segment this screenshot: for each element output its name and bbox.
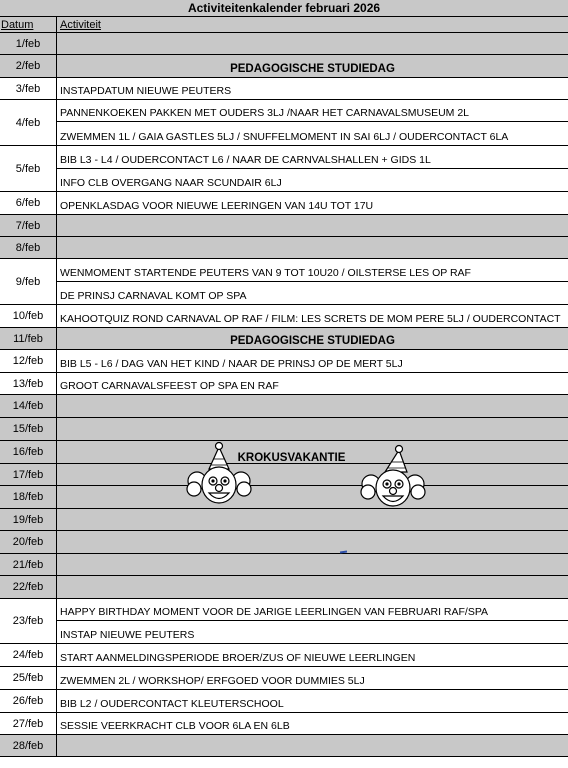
table-row [0,146,568,192]
studiedag-label: PEDAGOGISCHE STUDIEDAG [57,328,568,349]
table-row [0,395,568,418]
table-row [0,599,568,644]
table-row [0,33,568,55]
activity-cell[interactable] [57,78,568,99]
table-row [0,576,568,599]
date-cell[interactable]: 7/feb [0,215,57,236]
date-cell[interactable]: 5/feb [0,146,57,191]
date-cell[interactable]: 16/feb [0,441,57,463]
date-cell[interactable]: 2/feb [0,55,57,77]
activity-cell[interactable] [57,531,568,553]
table-row [0,305,568,328]
date-cell[interactable]: 17/feb [0,464,57,485]
date-cell[interactable]: 4/feb [0,100,57,145]
table-row [0,259,568,305]
activity-text: ZWEMMEN 1L / GAIA GASTLES 5LJ / SNUFFELMOMENT IN SAI 6LJ / OUDERCONTACT 6LA [57,122,568,145]
activity-text: INSTAP NIEUWE PEUTERS [57,621,568,643]
date-cell[interactable]: 19/feb [0,509,57,530]
activity-cell[interactable] [57,690,568,712]
date-cell[interactable]: 27/feb [0,713,57,734]
table-row [0,644,568,667]
table-row [0,531,568,554]
activity-text: BIB L5 - L6 / DAG VAN HET KIND / NAAR DE PRINSJ OP DE MERT 5LJ [57,350,568,372]
table-row [0,55,568,78]
table-row [0,735,568,757]
activity-cell[interactable] [57,373,568,394]
date-cell[interactable]: 6/feb [0,192,57,214]
activity-cell[interactable] [57,395,568,417]
activity-cell[interactable] [57,237,568,258]
table-row [0,100,568,146]
table-row [0,215,568,237]
activity-text: BIB L2 / OUDERCONTACT KLEUTERSCHOOL [57,690,568,712]
table-row [0,350,568,373]
date-cell[interactable]: 28/feb [0,735,57,756]
activity-cell[interactable] [57,644,568,666]
activity-text: WENMOMENT STARTENDE PEUTERS VAN 9 TOT 10U20 / OILSTERSE LES OP RAF [57,259,568,282]
studiedag-label: PEDAGOGISCHE STUDIEDAG [57,55,568,77]
table-row [0,441,568,464]
activity-text: INSTAPDATUM NIEUWE PEUTERS [57,78,568,99]
activity-cell[interactable] [57,259,568,304]
activity-text: KAHOOTQUIZ ROND CARNAVAL OP RAF / FILM: LES SCRETS DE MOM PERE 5LJ / OUDERCONTACT [57,305,568,327]
activity-cell[interactable] [57,215,568,236]
date-cell[interactable]: 25/feb [0,667,57,689]
activity-text: START AANMELDINGSPERIODE BROER/ZUS OF NIEUWE LEERLINGEN [57,644,568,666]
activity-cell[interactable] [57,305,568,327]
calendar-title: Activiteitenkalender februari 2026 [0,0,568,17]
activity-cell[interactable] [57,55,568,77]
activity-cell[interactable] [57,509,568,530]
activity-cell[interactable] [57,192,568,214]
activity-cell[interactable] [57,441,568,463]
date-cell[interactable]: 13/feb [0,373,57,394]
table-row [0,78,568,100]
vacation-label: KROKUSVAKANTIE [237,452,346,464]
date-cell[interactable]: 24/feb [0,644,57,666]
table-row [0,328,568,350]
table-row [0,667,568,690]
activity-text: BIB L3 - L4 / OUDERCONTACT L6 / NAAR DE CARNVALSHALLEN + GIDS 1L [57,146,568,169]
activity-cell[interactable] [57,486,568,508]
activity-cell[interactable] [57,667,568,689]
activity-cell[interactable] [57,735,568,756]
table-row [0,554,568,576]
table-row [0,509,568,531]
date-cell[interactable]: 11/feb [0,328,57,349]
activity-cell[interactable] [57,576,568,598]
date-cell[interactable]: 10/feb [0,305,57,327]
activity-cell[interactable] [57,464,568,485]
activity-cell[interactable] [57,599,568,643]
activity-cell[interactable] [57,33,568,54]
table-row [0,464,568,486]
activity-text: PANNENKOEKEN PAKKEN MET OUDERS 3LJ /NAAR HET CARNAVALSMUSEUM 2L [57,100,568,122]
activity-text: HAPPY BIRTHDAY MOMENT VOOR DE JARIGE LEERLINGEN VAN FEBRUARI RAF/SPA [57,599,568,621]
table-row [0,192,568,215]
date-cell[interactable]: 26/feb [0,690,57,712]
date-cell[interactable]: 8/feb [0,237,57,258]
clown-icon [183,441,255,513]
activity-cell[interactable] [57,100,568,145]
date-cell[interactable]: 22/feb [0,576,57,598]
activity-cell[interactable] [57,713,568,734]
header-activity[interactable]: Activiteit [57,17,568,33]
activity-text: SESSIE VEERKRACHT CLB VOOR 6LA EN 6LB [57,713,568,734]
date-cell[interactable]: 12/feb [0,350,57,372]
table-row [0,486,568,509]
activity-text: DE PRINSJ CARNAVAL KOMT OP SPA [57,282,568,304]
activity-cell[interactable] [57,554,568,575]
date-cell[interactable]: 23/feb [0,599,57,643]
header-date[interactable]: Datum [0,17,57,33]
table-row [0,373,568,395]
table-row [0,690,568,713]
date-cell[interactable]: 14/feb [0,395,57,417]
activity-text: ZWEMMEN 2L / WORKSHOP/ ERFGOED VOOR DUMMIES 5LJ [57,667,568,689]
activity-cell[interactable] [57,418,568,440]
activity-cell[interactable] [57,328,568,349]
activity-text: INFO CLB OVERGANG NAAR SCUNDAIR 6LJ [57,169,568,191]
date-cell[interactable]: 18/feb [0,486,57,508]
table-row [0,418,568,441]
date-cell[interactable]: 21/feb [0,554,57,575]
date-cell[interactable]: 15/feb [0,418,57,440]
date-cell[interactable]: 1/feb [0,33,57,54]
activity-text: OPENKLASDAG VOOR NIEUWE LEERINGEN VAN 14U TOT 17U [57,192,568,214]
activity-text: GROOT CARNAVALSFEEST OP SPA EN RAF [57,373,568,394]
date-cell[interactable]: 9/feb [0,259,57,304]
date-cell[interactable]: 20/feb [0,531,57,553]
table-row [0,237,568,259]
activity-cell[interactable] [57,350,568,372]
activity-cell[interactable] [57,146,568,191]
clown-icon [357,444,429,516]
table-row [0,713,568,735]
date-cell[interactable]: 3/feb [0,78,57,99]
